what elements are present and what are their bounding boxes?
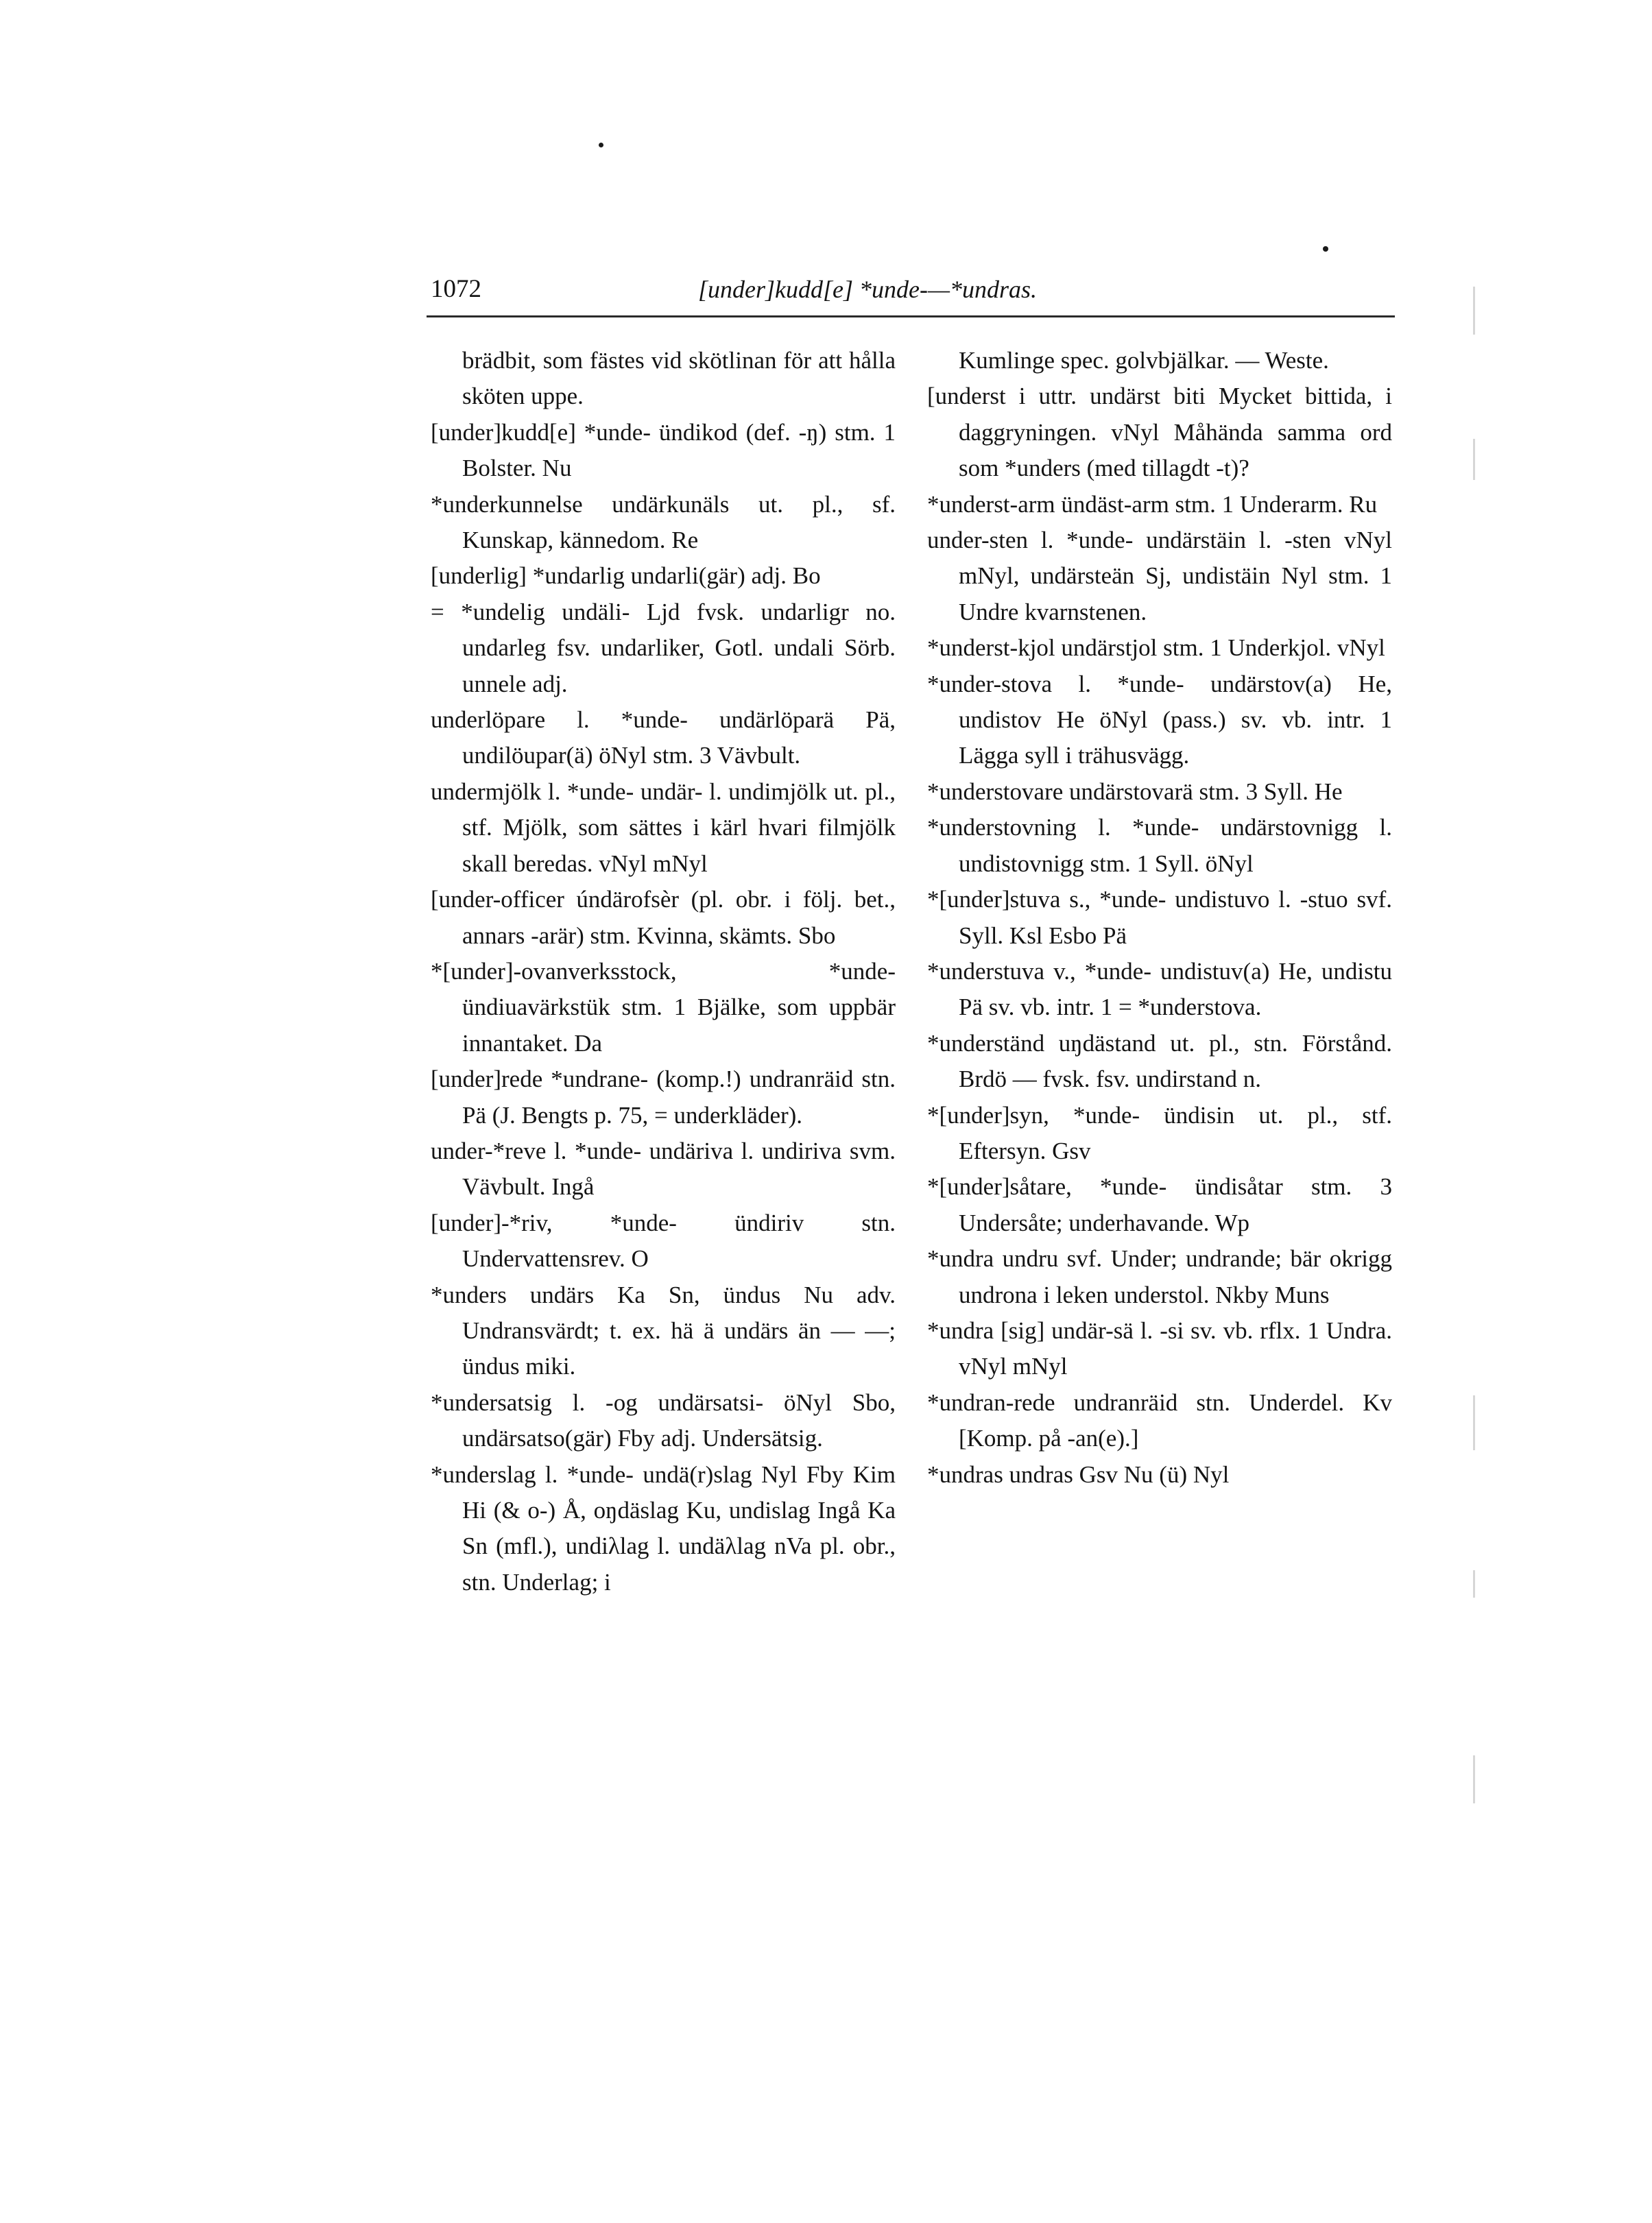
dictionary-entry: under-*reve l. *unde- undäriva l. undiriva svm. Vävbult. Ingå <box>431 1137 896 1201</box>
dictionary-entry: *underkunnelse undärkunäls ut. pl., sf. Kunskap, kännedom. Re <box>431 490 896 554</box>
page-header <box>431 269 1389 310</box>
dictionary-entry: *understuva v., *unde- undistuv(a) He, undistu Pä sv. vb. intr. 1 = *understova. <box>927 957 1392 1021</box>
left-column <box>431 343 896 1600</box>
running-head: [under]kudd[e] *unde-—*undras. <box>698 276 1037 303</box>
dictionary-entry: *understovare undärstovarä stm. 3 Syll. He <box>927 778 1343 805</box>
dictionary-entry: [under-officer úndärofsèr (pl. obr. i följ. bet., annars -arär) stm. Kvinna, skämts. Sbo <box>431 886 896 949</box>
page-edge-shadow <box>1473 1570 1475 1598</box>
dictionary-entry: *undra undru svf. Under; undrande; bär okrigg undrona i leken understol. Nkby Muns <box>927 1245 1392 1308</box>
page-edge-shadow <box>1473 1755 1475 1803</box>
entry-continuation: Kumlinge spec. golvbjälkar. — Weste. <box>959 347 1329 374</box>
dictionary-entry: undermjölk l. *unde- undär- l. undimjölk ut. pl., stf. Mjölk, som sättes i kärl hvari filmjölk skall beredas. vNyl mNyl <box>431 778 896 877</box>
dictionary-entry: *[under]syn, *unde- ündisin ut. pl., stf. Eftersyn. Gsv <box>927 1101 1392 1164</box>
dictionary-entry: [underlig] *undarlig undarli(gär) adj. Bo <box>431 562 821 590</box>
dictionary-entry: *[under]-ovanverksstock, *unde- ündiuavärkstük stm. 1 Bjälke, som uppbär innantaket. Da <box>431 957 896 1057</box>
dictionary-entry: *[under]stuva s., *unde- undistuvo l. -stuo svf. Syll. Ksl Esbo Pä <box>927 886 1392 949</box>
dictionary-entry: [under]rede *undrane- (komp.!) undranräid stn. Pä (J. Bengts p. 75, = underkläder). <box>431 1066 896 1129</box>
dictionary-entry: *underslag l. *unde- undä(r)slag Nyl Fby Kim Hi (& o-) Å, oŋdäslag Ku, undislag Ingå Ka Sn (mfl.), undiλlag l. undäλlag nVa pl. obr., stn. Underlag; i <box>431 1461 896 1596</box>
speck-mark <box>599 143 603 147</box>
dictionary-entry: *undras undras Gsv Nu (ü) Nyl <box>927 1461 1230 1488</box>
speck-mark <box>1323 246 1328 252</box>
page-edge-shadow <box>1473 1395 1475 1450</box>
dictionary-entry: [under]kudd[e] *unde- ündikod (def. -ŋ) stm. 1 Bolster. Nu <box>431 418 896 482</box>
dictionary-entry: *underst-arm ündäst-arm stm. 1 Underarm. Ru <box>927 490 1378 518</box>
dictionary-entry: *unders undärs Ka Sn, ündus Nu adv. Undransvärdt; t. ex. hä ä undärs än — —; ündus miki. <box>431 1281 896 1380</box>
dictionary-entry: *undra [sig] undär-sä l. -si sv. vb. rflx. 1 Undra. vNyl mNyl <box>927 1317 1392 1380</box>
dictionary-entry: *undran-rede undranräid stn. Underdel. Kv [Komp. på -an(e).] <box>927 1389 1392 1452</box>
dictionary-entry: = *undelig undäli- Ljd fvsk. undarligr no. undarleg fsv. undarliker, Gotl. undali Sörb. unnele adj. <box>431 598 896 697</box>
dictionary-entry: underlöpare l. *unde- undärlöparä Pä, undilöupar(ä) öNyl stm. 3 Vävbult. <box>431 706 896 769</box>
dictionary-entry: *understovning l. *unde- undärstovnigg l. undistovnigg stm. 1 Syll. öNyl <box>927 814 1392 877</box>
dictionary-entry: *[under]såtare, *unde- ündisåtar stm. 3 Undersåte; underhavande. Wp <box>927 1173 1392 1236</box>
dictionary-entry: [under]-*riv, *unde- ündiriv stn. Undervattensrev. O <box>431 1209 896 1273</box>
dictionary-entry: [underst i uttr. undärst biti Mycket bittida, i daggryningen. vNyl Måhända samma ord som *unders (med tillagdt -t)? <box>927 383 1392 482</box>
dictionary-entry: *underständ uŋdästand ut. pl., stn. Förstånd. Brdö — fvsk. fsv. undirstand n. <box>927 1029 1392 1093</box>
page-edge-shadow <box>1473 439 1475 480</box>
right-column <box>927 343 1392 1493</box>
header-rule <box>427 315 1395 317</box>
dictionary-entry: *under-stova l. *unde- undärstov(a) He, undistov He öNyl (pass.) sv. vb. intr. 1 Lägga syll i trähusvägg. <box>927 670 1392 769</box>
dictionary-entry: *underst-kjol undärstjol stm. 1 Underkjol. vNyl <box>927 634 1385 662</box>
entry-continuation: brädbit, som fästes vid skötlinan för att hålla sköten uppe. <box>462 347 896 410</box>
dictionary-entry: *undersatsig l. -og undärsatsi- öNyl Sbo, undärsatso(gär) Fby adj. Undersätsig. <box>431 1389 896 1452</box>
dictionary-entry: under-sten l. *unde- undärstäin l. -sten vNyl mNyl, undärsteän Sj, undistäin Nyl stm. 1 Undre kvarnstenen. <box>927 527 1392 625</box>
page-edge-shadow <box>1473 287 1475 335</box>
page-number: 1072 <box>431 275 481 303</box>
